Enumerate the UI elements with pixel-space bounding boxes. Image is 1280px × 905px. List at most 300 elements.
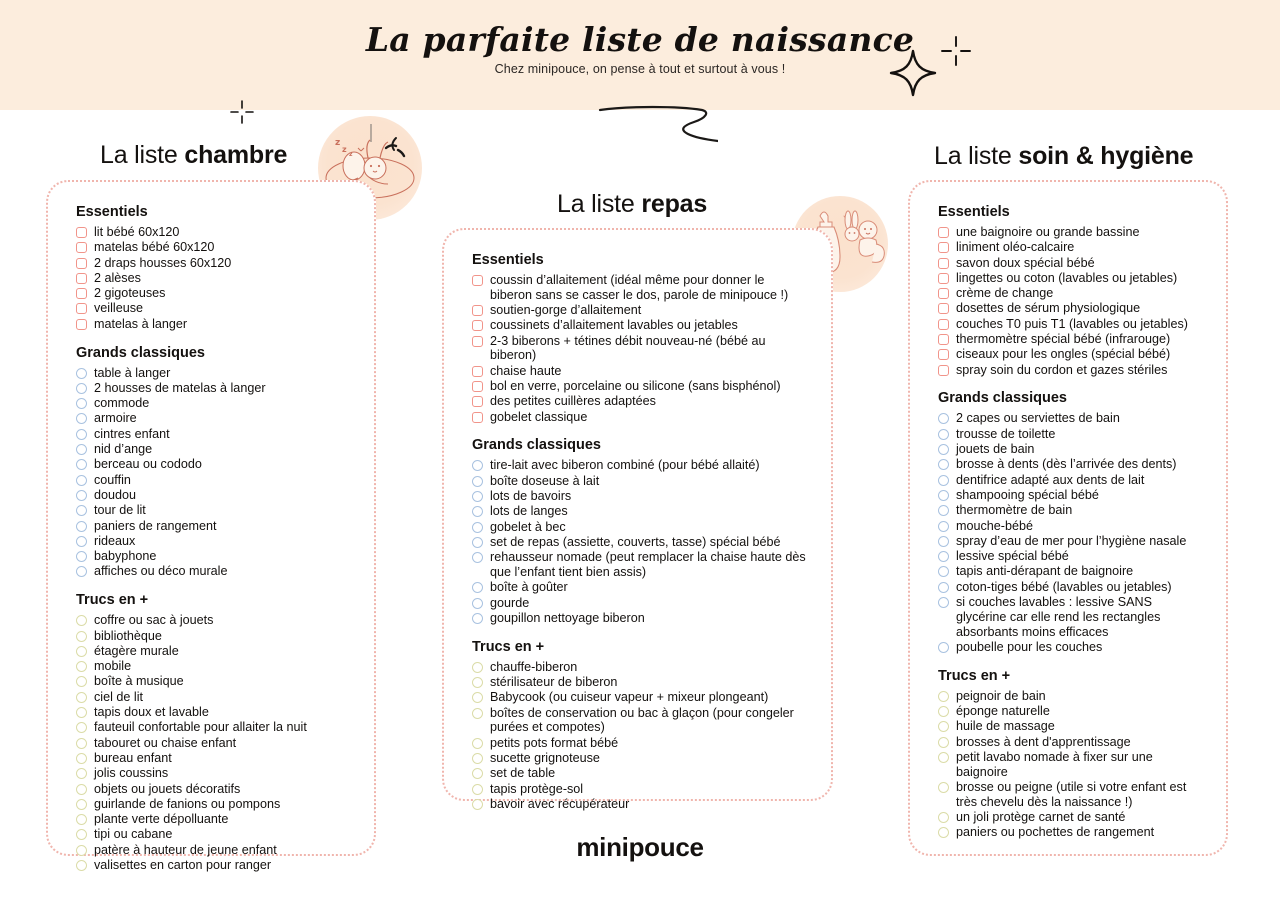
list-item[interactable] xyxy=(76,225,350,240)
checkbox-icon[interactable] xyxy=(76,631,87,642)
list-item-label: shampooing spécial bébé xyxy=(956,487,1099,502)
list-item[interactable] xyxy=(938,750,1202,780)
checkbox-icon[interactable] xyxy=(76,799,87,810)
checkbox-icon[interactable] xyxy=(938,303,949,314)
list-item[interactable] xyxy=(472,379,807,394)
list-item-label: tire-lait avec biberon combiné (pour bébé allaité) xyxy=(490,458,760,473)
list-item-label: une baignoire ou grande bassine xyxy=(956,225,1140,239)
checkbox-icon[interactable] xyxy=(472,522,483,533)
list-item[interactable] xyxy=(938,411,1202,426)
checkbox-icon[interactable] xyxy=(938,536,949,547)
checkbox-icon[interactable] xyxy=(938,288,949,299)
checkbox-icon[interactable] xyxy=(938,365,949,376)
section-repas-0 xyxy=(472,252,807,424)
list-item-label: mouche-bébé xyxy=(956,518,1034,533)
list-item[interactable] xyxy=(472,520,807,535)
list-item[interactable] xyxy=(472,550,807,580)
list-item[interactable] xyxy=(938,317,1202,332)
list-item[interactable] xyxy=(472,736,807,751)
checkbox-icon[interactable] xyxy=(76,490,87,501)
checkbox-icon[interactable] xyxy=(76,398,87,409)
list-item-label: bol en verre, porcelaine ou silicone (sans bisphénol) xyxy=(490,379,781,394)
section-title: Essentiels xyxy=(76,204,148,220)
list-item-label: boîte doseuse à lait xyxy=(490,473,600,488)
checkbox-icon[interactable] xyxy=(76,722,87,733)
list-item[interactable] xyxy=(472,751,807,766)
checkbox-icon[interactable] xyxy=(938,721,949,732)
checkbox-icon[interactable] xyxy=(472,412,483,423)
list-item-label: liniment oléo-calcaire xyxy=(956,240,1075,255)
list-item-label: brosse ou peigne (utile si votre enfant est très chevelu dès la naissance !) xyxy=(956,780,1187,809)
list-item-label: coussinets d’allaitement lavables ou jetables xyxy=(490,318,738,333)
section-soin-1 xyxy=(938,390,1202,654)
title-light-repas: La liste xyxy=(557,190,642,218)
list-item[interactable] xyxy=(76,271,350,286)
list-item[interactable] xyxy=(472,364,807,379)
list-item-label: lots de bavoirs xyxy=(490,489,572,504)
list-item[interactable] xyxy=(938,301,1202,316)
list-item[interactable] xyxy=(472,489,807,504)
list-item[interactable] xyxy=(76,366,350,381)
checkbox-icon[interactable] xyxy=(76,459,87,470)
checkbox-icon[interactable] xyxy=(938,334,949,345)
list-item[interactable] xyxy=(76,534,350,549)
list-item[interactable] xyxy=(76,256,350,271)
list-item-label: spray d’eau de mer pour l’hygiène nasale xyxy=(956,533,1187,548)
title-bold-chambre: chambre xyxy=(184,141,288,169)
list-item[interactable] xyxy=(938,332,1202,347)
list-item-label: poubelle pour les couches xyxy=(956,639,1103,654)
checkbox-icon[interactable] xyxy=(76,536,87,547)
checkbox-icon[interactable] xyxy=(938,706,949,717)
list-item-label: boîte à goûter xyxy=(490,580,568,595)
list-item-label: table à langer xyxy=(94,365,171,380)
list-item-label: coffre ou sac à jouets xyxy=(94,613,214,628)
list-item-label: plante verte dépolluante xyxy=(94,812,229,827)
checkbox-icon[interactable] xyxy=(938,642,949,653)
list-item-label: 2-3 biberons + tétines débit nouveau-né (bébé au biberon) xyxy=(490,333,766,363)
checkbox-icon[interactable] xyxy=(76,676,87,687)
checkbox-icon[interactable] xyxy=(938,737,949,748)
list-item[interactable] xyxy=(938,580,1202,595)
section-title: Essentiels xyxy=(938,204,1010,220)
list-item[interactable] xyxy=(76,457,350,472)
checkbox-icon[interactable] xyxy=(938,242,949,253)
list-item[interactable] xyxy=(472,596,807,611)
list-item[interactable] xyxy=(472,690,807,705)
checkbox-icon[interactable] xyxy=(472,336,483,347)
section-title: Trucs en + xyxy=(76,592,149,609)
checkbox-icon[interactable] xyxy=(938,752,949,763)
list-item[interactable] xyxy=(76,488,350,503)
checkbox-icon[interactable] xyxy=(76,646,87,657)
list-item[interactable] xyxy=(938,704,1202,719)
checkbox-icon[interactable] xyxy=(472,708,483,719)
checklist xyxy=(472,458,807,625)
list-item[interactable] xyxy=(472,675,807,690)
checkbox-icon[interactable] xyxy=(472,677,483,688)
checkbox-icon[interactable] xyxy=(472,396,483,407)
list-item-label: tipi ou cabane xyxy=(94,827,173,842)
checklist xyxy=(472,273,807,424)
list-item-label: bibliothèque xyxy=(94,628,162,643)
list-item-label: trousse de toilette xyxy=(956,426,1056,441)
checkbox-icon[interactable] xyxy=(76,784,87,795)
list-item[interactable] xyxy=(938,225,1202,240)
checkbox-icon[interactable] xyxy=(76,566,87,577)
list-item-label: dentifrice adapté aux dents de lait xyxy=(956,472,1145,487)
section-title: Grands classiques xyxy=(472,437,601,454)
list-item[interactable] xyxy=(938,595,1202,639)
list-item[interactable] xyxy=(472,611,807,626)
checkbox-icon[interactable] xyxy=(472,537,483,548)
checklist xyxy=(938,225,1202,377)
list-item-label: babyphone xyxy=(94,549,157,564)
checkbox-icon[interactable] xyxy=(472,799,483,810)
checkbox-icon[interactable] xyxy=(938,258,949,269)
list-item[interactable] xyxy=(938,534,1202,549)
list-item[interactable] xyxy=(76,674,350,689)
checkbox-icon[interactable] xyxy=(472,381,483,392)
checkbox-icon[interactable] xyxy=(938,444,949,455)
checkbox-icon[interactable] xyxy=(938,812,949,823)
list-item[interactable] xyxy=(472,474,807,489)
list-item-label: tabouret ou chaise enfant xyxy=(94,735,237,750)
checkbox-icon[interactable] xyxy=(472,506,483,517)
svg-text:z: z xyxy=(335,138,341,148)
list-item-label: jolis coussins xyxy=(94,766,169,781)
checkbox-icon[interactable] xyxy=(76,475,87,486)
list-item-label: rideaux xyxy=(94,533,136,548)
list-item-label: éponge naturelle xyxy=(956,704,1050,719)
checkbox-icon[interactable] xyxy=(472,460,483,471)
list-item[interactable] xyxy=(938,256,1202,271)
list-item-label: coussin d’allaitement (idéal même pour donner le biberon sans se casser le dos, parole de minipouce !) xyxy=(490,273,789,302)
list-item-label: thermomètre de bain xyxy=(956,503,1073,518)
checkbox-icon[interactable] xyxy=(938,566,949,577)
list-item[interactable] xyxy=(938,347,1202,362)
list-item[interactable] xyxy=(938,442,1202,457)
list-item-label: des petites cuillères adaptées xyxy=(490,394,656,409)
checkbox-icon[interactable] xyxy=(472,598,483,609)
checkbox-icon[interactable] xyxy=(76,227,87,238)
checkbox-icon[interactable] xyxy=(472,366,483,377)
list-item[interactable] xyxy=(472,766,807,781)
checkbox-icon[interactable] xyxy=(76,753,87,764)
list-item-label: commode xyxy=(94,396,150,411)
list-item[interactable] xyxy=(76,411,350,426)
checkbox-icon[interactable] xyxy=(472,320,483,331)
checkbox-icon[interactable] xyxy=(938,413,949,424)
list-item[interactable] xyxy=(76,690,350,705)
list-item[interactable] xyxy=(76,503,350,518)
checkbox-icon[interactable] xyxy=(938,475,949,486)
list-item-label: couches T0 puis T1 (lavables ou jetables) xyxy=(956,316,1188,331)
list-item-label: couffin xyxy=(94,472,131,487)
list-item[interactable] xyxy=(76,549,350,564)
checkbox-icon[interactable] xyxy=(76,692,87,703)
list-item[interactable] xyxy=(472,394,807,409)
list-item[interactable] xyxy=(472,303,807,318)
checkbox-icon[interactable] xyxy=(76,383,87,394)
list-item-label: spray soin du cordon et gazes stériles xyxy=(956,362,1168,377)
checkbox-icon[interactable] xyxy=(938,597,949,608)
svg-text:z: z xyxy=(349,151,353,158)
list-item[interactable] xyxy=(76,564,350,579)
list-item-label: set de repas (assiette, couverts, tasse) spécial bébé xyxy=(490,534,781,549)
checkbox-icon[interactable] xyxy=(472,738,483,749)
list-item-label: guirlande de fanions ou pompons xyxy=(94,796,281,811)
list-item-label: thermomètre spécial bébé (infrarouge) xyxy=(956,332,1171,347)
list-item-label: dosettes de sérum physiologique xyxy=(956,301,1141,316)
list-item[interactable] xyxy=(938,363,1202,378)
title-bold-soin: soin & hygiène xyxy=(1018,142,1194,170)
list-item-label: jouets de bain xyxy=(956,442,1035,457)
list-item-label: berceau ou cododo xyxy=(94,457,202,472)
checkbox-icon[interactable] xyxy=(472,768,483,779)
column-title-soin xyxy=(934,142,1193,171)
list-item[interactable] xyxy=(938,689,1202,704)
list-item[interactable] xyxy=(472,535,807,550)
list-item[interactable] xyxy=(938,735,1202,750)
list-item[interactable] xyxy=(472,797,807,812)
checkbox-icon[interactable] xyxy=(76,444,87,455)
list-item-label: affiches ou déco murale xyxy=(94,564,228,579)
checkbox-icon[interactable] xyxy=(938,349,949,360)
list-item[interactable] xyxy=(76,812,350,827)
section-title: Essentiels xyxy=(472,252,544,268)
checkbox-icon[interactable] xyxy=(76,319,87,330)
list-item-label: lit bébé 60x120 xyxy=(94,225,180,239)
list-item[interactable] xyxy=(76,736,350,751)
section-chambre-2 xyxy=(76,592,350,873)
list-item-label: gobelet classique xyxy=(490,409,588,424)
list-item[interactable] xyxy=(472,410,807,425)
list-item-label: ciel de lit xyxy=(94,689,143,704)
sparkle-star-icon xyxy=(888,48,938,103)
checkbox-icon[interactable] xyxy=(472,753,483,764)
list-item[interactable] xyxy=(76,286,350,301)
list-item[interactable] xyxy=(938,488,1202,503)
list-item[interactable] xyxy=(938,810,1202,825)
list-item-label: Babycook (ou cuiseur vapeur + mixeur plongeant) xyxy=(490,690,769,705)
list-item[interactable] xyxy=(938,519,1202,534)
list-item[interactable] xyxy=(938,719,1202,734)
card-repas xyxy=(442,228,833,811)
list-item-label: étagère murale xyxy=(94,643,179,658)
list-item-label: tapis protège-sol xyxy=(490,781,584,796)
section-soin-2 xyxy=(938,668,1202,840)
list-item[interactable] xyxy=(76,705,350,720)
list-item[interactable] xyxy=(76,629,350,644)
section-chambre-0 xyxy=(76,204,350,332)
list-item-label: huile de massage xyxy=(956,719,1055,734)
list-item[interactable] xyxy=(938,473,1202,488)
list-item[interactable] xyxy=(76,659,350,674)
checkbox-icon[interactable] xyxy=(938,227,949,238)
list-item-label: ciseaux pour les ongles (spécial bébé) xyxy=(956,347,1171,362)
checkbox-icon[interactable] xyxy=(938,582,949,593)
checkbox-icon[interactable] xyxy=(472,476,483,487)
checkbox-icon[interactable] xyxy=(76,273,87,284)
list-item[interactable] xyxy=(472,334,807,364)
list-item[interactable] xyxy=(472,706,807,736)
column-title-repas xyxy=(557,190,707,219)
checkbox-icon[interactable] xyxy=(76,413,87,424)
section-repas-1 xyxy=(472,437,807,625)
section-title: Trucs en + xyxy=(938,667,1011,684)
list-item-label: coton-tiges bébé (lavables ou jetables) xyxy=(956,579,1172,594)
list-item-label: tour de lit xyxy=(94,503,146,518)
list-item-label: tapis doux et lavable xyxy=(94,705,209,720)
list-item-label: mobile xyxy=(94,659,132,674)
list-item[interactable] xyxy=(938,286,1202,301)
checkbox-icon[interactable] xyxy=(76,288,87,299)
checkbox-icon[interactable] xyxy=(76,521,87,532)
checkbox-icon[interactable] xyxy=(472,582,483,593)
list-item-label: veilleuse xyxy=(94,301,144,316)
checkbox-icon[interactable] xyxy=(76,303,87,314)
list-item-label: bureau enfant xyxy=(94,750,172,765)
list-item-label: 2 housses de matelas à langer xyxy=(94,380,266,395)
checkbox-icon[interactable] xyxy=(938,505,949,516)
list-item-label: soutien-gorge d’allaitement xyxy=(490,303,642,318)
list-item[interactable] xyxy=(472,580,807,595)
list-item-label: gourde xyxy=(490,595,530,610)
list-item[interactable] xyxy=(76,797,350,812)
list-item-label: brosse à dents (dès l’arrivée des dents) xyxy=(956,457,1177,472)
list-item[interactable] xyxy=(76,301,350,316)
list-item[interactable] xyxy=(76,317,350,332)
list-item-label: valisettes en carton pour ranger xyxy=(94,857,272,872)
minipouce-logo: minipouce xyxy=(576,832,704,862)
list-item[interactable] xyxy=(472,660,807,675)
checkbox-icon[interactable] xyxy=(76,768,87,779)
checkbox-icon[interactable] xyxy=(76,242,87,253)
list-item-label: cintres enfant xyxy=(94,426,170,441)
list-item[interactable] xyxy=(938,549,1202,564)
checklist xyxy=(938,411,1202,654)
list-item-label: rehausseur nomade (peut remplacer la chaise haute dès que l’enfant tient bien assis) xyxy=(490,550,806,580)
section-title: Grands classiques xyxy=(938,390,1067,407)
list-item[interactable] xyxy=(76,766,350,781)
list-item[interactable] xyxy=(76,473,350,488)
checkbox-icon[interactable] xyxy=(472,613,483,624)
list-item-label: 2 draps housses 60x120 xyxy=(94,255,232,270)
list-item[interactable] xyxy=(938,457,1202,472)
list-item[interactable] xyxy=(76,644,350,659)
list-item[interactable] xyxy=(76,381,350,396)
checkbox-icon[interactable] xyxy=(76,505,87,516)
list-item-label: petit lavabo nomade à fixer sur une baignoire xyxy=(956,749,1153,779)
checkbox-icon[interactable] xyxy=(76,661,87,672)
checkbox-icon[interactable] xyxy=(938,273,949,284)
list-item[interactable] xyxy=(938,271,1202,286)
section-title: Grands classiques xyxy=(76,344,205,361)
list-item-label: brosses à dent d'apprentissage xyxy=(956,734,1131,749)
list-item-label: petits pots format bébé xyxy=(490,735,619,750)
checkbox-icon[interactable] xyxy=(76,615,87,626)
list-item[interactable] xyxy=(472,458,807,473)
page-subtitle: Chez minipouce, on pense à tout et surtout à vous ! xyxy=(494,62,786,76)
list-item-label: patère à hauteur de jeune enfant xyxy=(94,842,277,857)
list-item-label: nid d’ange xyxy=(94,442,153,457)
list-item[interactable] xyxy=(938,780,1202,810)
list-item-label: sucette grignoteuse xyxy=(490,751,600,766)
checkbox-icon[interactable] xyxy=(472,305,483,316)
checkbox-icon[interactable] xyxy=(76,707,87,718)
checkbox-icon[interactable] xyxy=(472,275,483,286)
checkbox-icon[interactable] xyxy=(938,521,949,532)
list-item[interactable] xyxy=(76,613,350,628)
checkbox-icon[interactable] xyxy=(938,319,949,330)
checklist xyxy=(76,366,350,580)
list-item[interactable] xyxy=(76,442,350,457)
section-title: Trucs en + xyxy=(472,638,545,655)
sparkle-small-icon xyxy=(938,33,974,74)
list-item[interactable] xyxy=(938,240,1202,255)
checkbox-icon[interactable] xyxy=(472,662,483,673)
checkbox-icon[interactable] xyxy=(76,258,87,269)
list-item[interactable] xyxy=(76,427,350,442)
list-item[interactable] xyxy=(938,564,1202,579)
list-item[interactable] xyxy=(938,640,1202,655)
checkbox-icon[interactable] xyxy=(472,692,483,703)
column-title-chambre xyxy=(100,141,287,170)
list-item[interactable] xyxy=(76,782,350,797)
checkbox-icon[interactable] xyxy=(76,738,87,749)
list-item-label: fauteuil confortable pour allaiter la nuit xyxy=(94,720,307,735)
list-item-label: paniers ou pochettes de rangement xyxy=(956,825,1155,840)
checkbox-icon[interactable] xyxy=(76,551,87,562)
list-item[interactable] xyxy=(938,427,1202,442)
list-item[interactable] xyxy=(76,240,350,255)
checklist xyxy=(76,225,350,332)
checkbox-icon[interactable] xyxy=(938,429,949,440)
list-item[interactable] xyxy=(938,503,1202,518)
checkbox-icon[interactable] xyxy=(938,459,949,470)
list-item[interactable] xyxy=(76,751,350,766)
list-item-label: lessive spécial bébé xyxy=(956,549,1069,564)
checkbox-icon[interactable] xyxy=(472,491,483,502)
list-item[interactable] xyxy=(472,318,807,333)
list-item[interactable] xyxy=(76,519,350,534)
list-item-label: gobelet à bec xyxy=(490,519,566,534)
list-item[interactable] xyxy=(76,720,350,735)
checkbox-icon[interactable] xyxy=(472,784,483,795)
checkbox-icon[interactable] xyxy=(472,552,483,563)
checklist xyxy=(472,660,807,812)
list-item-label: doudou xyxy=(94,487,137,502)
list-item-label: boîtes de conservation ou bac à glaçon (pour congeler purées et compotes) xyxy=(490,705,794,735)
list-item[interactable] xyxy=(472,504,807,519)
checkbox-icon[interactable] xyxy=(938,490,949,501)
list-item[interactable] xyxy=(76,396,350,411)
list-item[interactable] xyxy=(472,782,807,797)
list-item-label: 2 alèses xyxy=(94,270,141,285)
checkbox-icon[interactable] xyxy=(938,551,949,562)
checkbox-icon[interactable] xyxy=(76,368,87,379)
checkbox-icon[interactable] xyxy=(938,782,949,793)
list-item-label: lingettes ou coton (lavables ou jetables) xyxy=(956,270,1178,285)
list-item-label: tapis anti-dérapant de baignoire xyxy=(956,564,1134,579)
list-item-label: goupillon nettoyage biberon xyxy=(490,610,645,625)
checkbox-icon[interactable] xyxy=(76,814,87,825)
checkbox-icon[interactable] xyxy=(76,429,87,440)
checkbox-icon[interactable] xyxy=(938,691,949,702)
list-item[interactable] xyxy=(472,273,807,303)
list-item-label: paniers de rangement xyxy=(94,518,217,533)
